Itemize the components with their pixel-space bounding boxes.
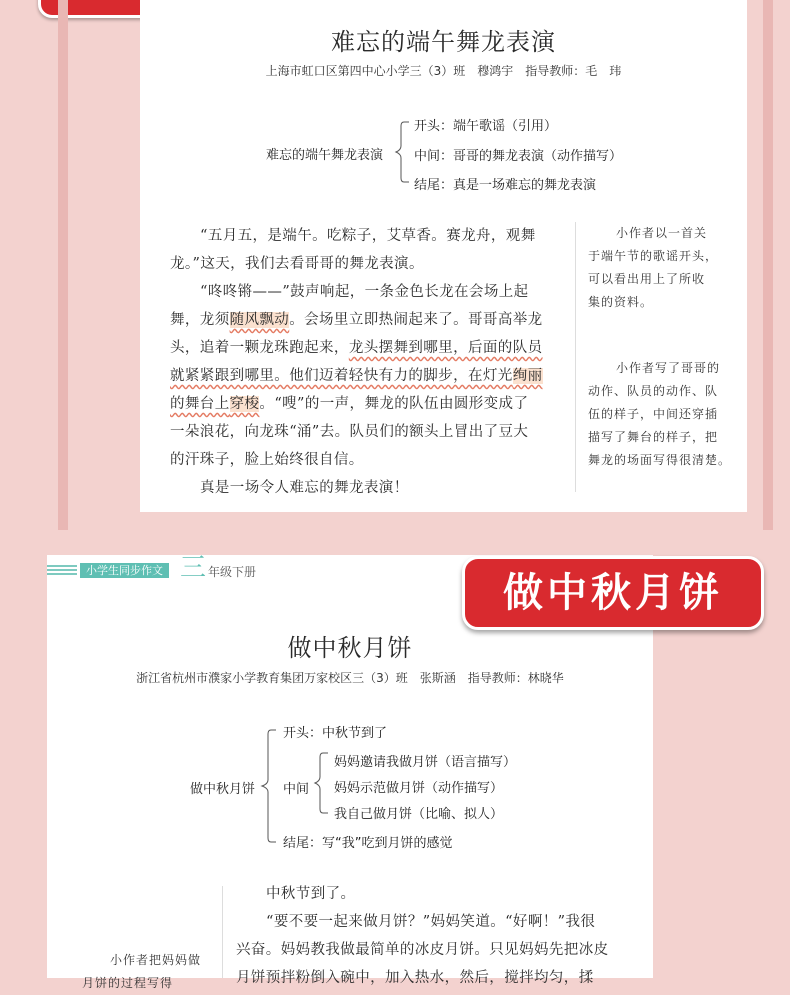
- outline1-root: 难忘的端午舞龙表演: [266, 148, 384, 163]
- outline2-start: 开头：中秋节到了: [283, 726, 388, 741]
- grade-number: 三: [180, 553, 207, 583]
- margin-divider-2: [222, 886, 223, 978]
- paragraph-line: 月饼预拌粉倒入碗中，加入热水，然后，搅拌均匀，揉: [236, 970, 594, 986]
- left-decorative-stripe: [58, 0, 68, 530]
- text-span: 。会场里立即热闹起来了。哥哥高举龙: [289, 312, 543, 328]
- note-line: 小作者写了哥哥的: [616, 361, 721, 375]
- paragraph-line: [170, 362, 543, 390]
- underlined-phrase: 龙头摆舞到哪里，后面的队员: [348, 340, 543, 356]
- article1-title: 难忘的端午舞龙表演: [331, 28, 556, 56]
- paragraph-line: 中秋节到了。: [266, 886, 356, 902]
- article2-body: [236, 880, 609, 992]
- paragraph-line: “要不要一起来做月饼？”妈妈笑道。“好啊！”我很: [266, 914, 596, 930]
- paragraph-line: 龙。”这天，我们去看哥哥的舞龙表演。: [170, 256, 424, 272]
- margin-divider: [575, 222, 576, 492]
- paragraph-line: [170, 390, 543, 418]
- text-span: 。“嗖”的一声，舞龙的队伍由圆形变成了: [259, 396, 529, 412]
- underlined-phrase: 的舞台上: [170, 396, 230, 412]
- paragraph-line: 兴奋。妈妈教我做最简单的冰皮月饼。只见妈妈先把冰皮: [236, 942, 609, 958]
- outline2-sub-brace: [314, 751, 334, 815]
- outline2-middle-item-1: 妈妈邀请我做月饼（语言描写）: [334, 755, 517, 770]
- outline2-brace: [258, 728, 282, 844]
- title-badge: 做中秋月饼: [462, 556, 764, 630]
- note-line: 舞龙的场面写得很清楚。: [588, 453, 732, 467]
- margin-note-1: [588, 222, 718, 314]
- paragraph-line: [170, 334, 543, 362]
- note-line: 集的资料。: [588, 295, 654, 309]
- outline1-item-start: 开头：端午歌谣（引用）: [414, 119, 558, 134]
- note-line: 月饼的过程写得: [82, 976, 174, 990]
- note-line: 可以看出用上了所收: [588, 272, 706, 286]
- grade-label: 年级下册: [208, 565, 257, 579]
- paragraph-line: “咚咚锵——”鼓声响起，一条金色长龙在会场上起: [200, 284, 529, 300]
- text-span: 头，追着一颗龙珠跑起来，: [170, 340, 349, 356]
- paragraph-line: “五月五，是端午。吃粽子，艾草香。赛龙舟，观舞: [200, 228, 536, 244]
- outline2-middle-item-3: 我自己做月饼（比喻、拟人）: [334, 807, 504, 822]
- outline2-end: 结尾：写“我”吃到月饼的感觉: [283, 836, 453, 851]
- article2-author-info: 浙江省杭州市濮家小学教育集团万家校区三（3）班 张斯涵 指导教师：林晓华: [136, 671, 564, 685]
- right-decorative-stripe: [763, 0, 773, 530]
- note-line: 描写了舞台的样子，把: [588, 430, 719, 444]
- note-line: 动作、队员的动作、队: [588, 384, 719, 398]
- outline1-item-end: 结尾：真是一场难忘的舞龙表演: [414, 178, 597, 193]
- underlined-phrase: 就紧紧跟到哪里。他们迈着轻快有力的脚步，在灯光: [170, 368, 513, 384]
- highlighted-phrase: 绚丽: [512, 368, 543, 384]
- outline1-item-middle: 中间：哥哥的舞龙表演（动作描写）: [414, 149, 623, 164]
- paragraph-line: [170, 306, 543, 334]
- outline2-middle-item-2: 妈妈示范做月饼（动作描写）: [334, 781, 504, 796]
- series-label: 小学生同步作文: [80, 563, 169, 578]
- outline2-root: 做中秋月饼: [190, 782, 256, 797]
- highlighted-phrase: 穿梭: [229, 396, 260, 412]
- paragraph-line: 的汗珠子，脸上始终很自信。: [170, 452, 364, 468]
- paragraph-line: 真是一场令人难忘的舞龙表演！: [200, 480, 409, 496]
- article1-body: [170, 222, 543, 502]
- margin-note-2: [588, 357, 731, 472]
- note-line: 小作者以一首关: [616, 226, 708, 240]
- note-line: 伍的样子，中间还穿插: [588, 407, 719, 421]
- outline1-brace: [395, 120, 415, 184]
- header-stripes: [47, 563, 77, 577]
- note-line: 于端午节的歌谣开头，: [588, 249, 719, 263]
- article2-title: 做中秋月饼: [287, 634, 413, 662]
- outline2-middle: 中间: [283, 782, 310, 797]
- paragraph-line: 一朵浪花，向龙珠“涌”去。队员们的额头上冒出了豆大: [170, 424, 529, 440]
- note-line: 小作者把妈妈做: [110, 953, 202, 967]
- article1-author-info: 上海市虹口区第四中心小学三（3）班 穆鸿宇 指导教师：毛 玮: [265, 64, 622, 78]
- text-span: 舞，龙须: [170, 312, 230, 328]
- highlighted-phrase: 随风飘动: [229, 312, 290, 328]
- margin-note-3: [82, 949, 201, 995]
